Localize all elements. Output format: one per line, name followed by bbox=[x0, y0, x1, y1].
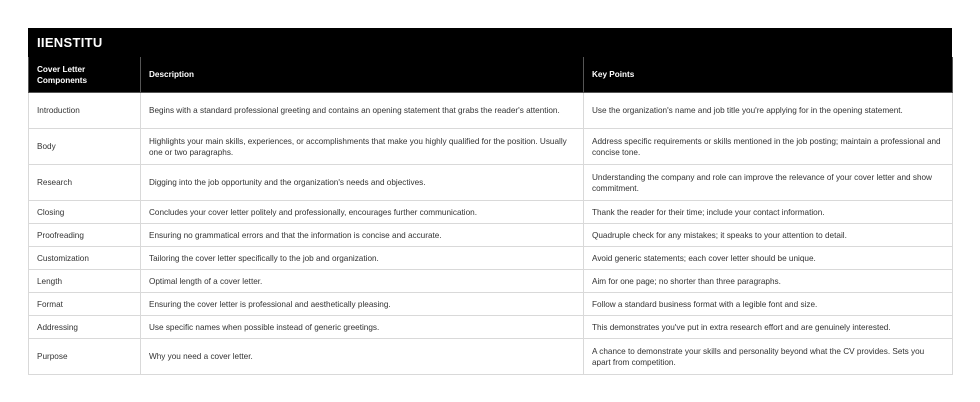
cell-key-points: Follow a standard business format with a legible font and size. bbox=[584, 293, 953, 316]
cell-description: Tailoring the cover letter specifically to the job and organization. bbox=[141, 247, 584, 270]
brand-header bbox=[28, 28, 952, 57]
cover-letter-table bbox=[28, 57, 953, 375]
table-row bbox=[29, 339, 953, 375]
cell-key-points: Use the organization's name and job title you're applying for in the opening statement. bbox=[584, 93, 953, 129]
cell-description: Highlights your main skills, experiences, or accomplishments that make you highly qualified for the position. Usually one or two paragraphs. bbox=[141, 129, 584, 165]
table-row bbox=[29, 201, 953, 224]
cell-key-points: Avoid generic statements; each cover letter should be unique. bbox=[584, 247, 953, 270]
cell-description: Concludes your cover letter politely and professionally, encourages further communication. bbox=[141, 201, 584, 224]
cell-key-points: This demonstrates you've put in extra research effort and are genuinely interested. bbox=[584, 316, 953, 339]
table-row bbox=[29, 129, 953, 165]
table-row bbox=[29, 165, 953, 201]
table-row bbox=[29, 316, 953, 339]
cell-key-points: Understanding the company and role can improve the relevance of your cover letter and show commitment. bbox=[584, 165, 953, 201]
cell-description: Ensuring the cover letter is professional and aesthetically pleasing. bbox=[141, 293, 584, 316]
cell-component: Proofreading bbox=[29, 224, 141, 247]
column-header-description: Description bbox=[141, 57, 584, 93]
cell-key-points: Aim for one page; no shorter than three paragraphs. bbox=[584, 270, 953, 293]
cell-key-points: A chance to demonstrate your skills and personality beyond what the CV provides. Sets you apart from competition. bbox=[584, 339, 953, 375]
cell-key-points: Thank the reader for their time; include your contact information. bbox=[584, 201, 953, 224]
header-row bbox=[29, 57, 953, 93]
cell-key-points: Quadruple check for any mistakes; it speaks to your attention to detail. bbox=[584, 224, 953, 247]
cover-letter-table-container bbox=[28, 28, 952, 375]
cell-description: Optimal length of a cover letter. bbox=[141, 270, 584, 293]
table-row bbox=[29, 270, 953, 293]
column-header-key-points: Key Points bbox=[584, 57, 953, 93]
table-row bbox=[29, 293, 953, 316]
column-header-component: Cover Letter Components bbox=[29, 57, 141, 93]
cell-component: Length bbox=[29, 270, 141, 293]
table-row bbox=[29, 224, 953, 247]
table-row bbox=[29, 93, 953, 129]
cell-component: Introduction bbox=[29, 93, 141, 129]
cell-component: Body bbox=[29, 129, 141, 165]
cell-description: Ensuring no grammatical errors and that the information is concise and accurate. bbox=[141, 224, 584, 247]
cell-description: Begins with a standard professional greeting and contains an opening statement that grabs the reader's attention. bbox=[141, 93, 584, 129]
cell-component: Format bbox=[29, 293, 141, 316]
cell-component: Addressing bbox=[29, 316, 141, 339]
cell-description: Use specific names when possible instead of generic greetings. bbox=[141, 316, 584, 339]
cell-description: Digging into the job opportunity and the organization's needs and objectives. bbox=[141, 165, 584, 201]
cell-description: Why you need a cover letter. bbox=[141, 339, 584, 375]
cell-component: Research bbox=[29, 165, 141, 201]
table-row bbox=[29, 247, 953, 270]
cell-component: Closing bbox=[29, 201, 141, 224]
cell-component: Purpose bbox=[29, 339, 141, 375]
cell-component: Customization bbox=[29, 247, 141, 270]
cell-key-points: Address specific requirements or skills mentioned in the job posting; maintain a professional and concise tone. bbox=[584, 129, 953, 165]
brand-title: IIENSTITU bbox=[37, 35, 103, 50]
